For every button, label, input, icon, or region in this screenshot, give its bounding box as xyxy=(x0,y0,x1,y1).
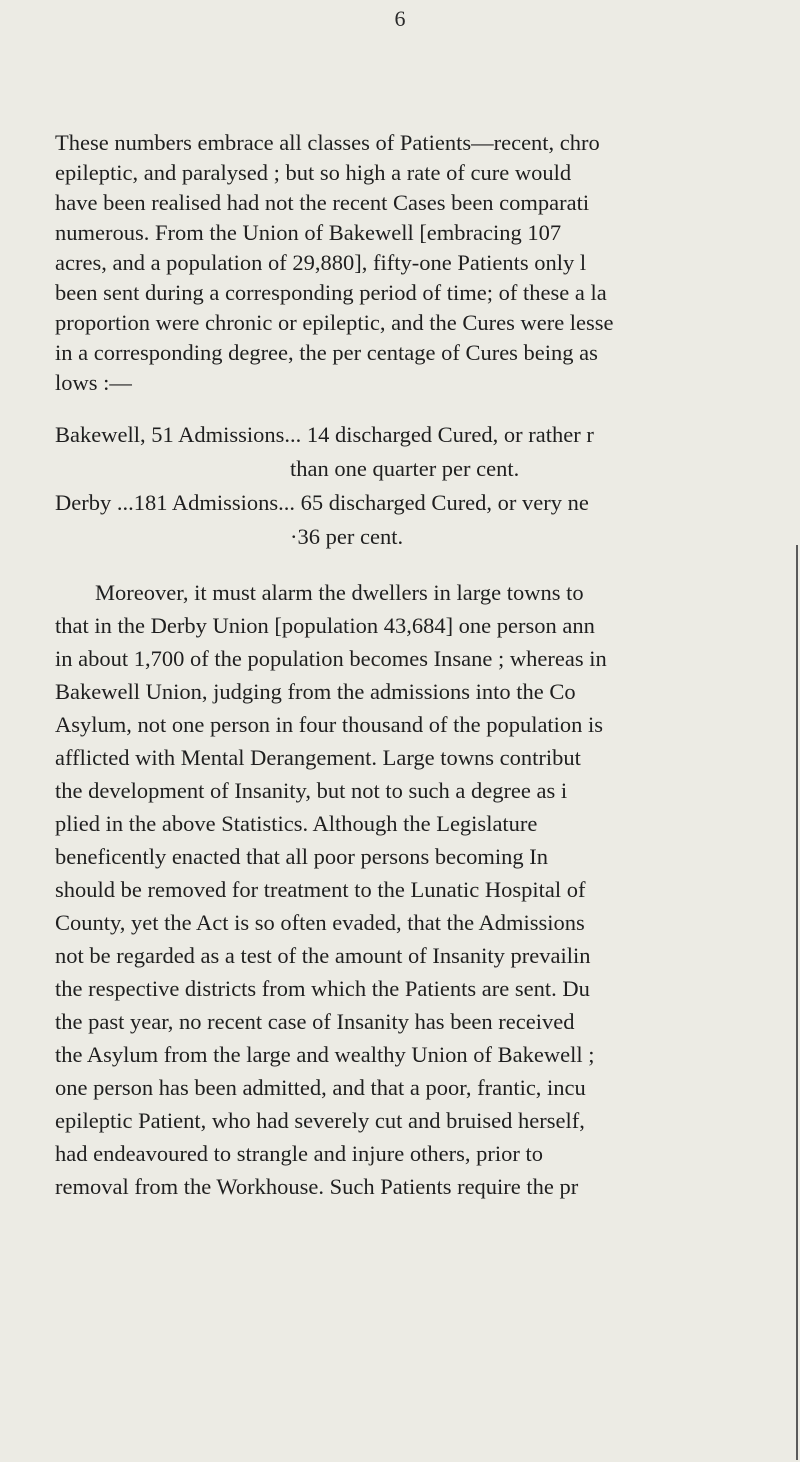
stat-line-derby-cont: ·36 per cent. xyxy=(290,524,404,549)
text-line: have been realised had not the recent Cases been comparati xyxy=(55,190,590,215)
text-line: Bakewell Union, judging from the admissions into the Co xyxy=(55,679,576,704)
text-line: These numbers embrace all classes of Patients—recent, chro xyxy=(55,130,600,155)
text-line: in about 1,700 of the population becomes Insane ; whereas in xyxy=(55,646,607,671)
text-line: epileptic Patient, who had severely cut and bruised herself, xyxy=(55,1108,585,1133)
text-line: afflicted with Mental Derangement. Large towns contribut xyxy=(55,745,581,770)
text-line: numerous. From the Union of Bakewell [embracing 107 xyxy=(55,220,562,245)
stat-line-bakewell-cont: than one quarter per cent. xyxy=(290,456,520,481)
text-line: acres, and a population of 29,880], fifty-one Patients only l xyxy=(55,250,587,275)
text-line: epileptic, and paralysed ; but so high a rate of cure would xyxy=(55,160,572,185)
text-line: the Asylum from the large and wealthy Union of Bakewell ; xyxy=(55,1042,595,1067)
text-line: the respective districts from which the Patients are sent. Du xyxy=(55,976,590,1001)
page-edge-shadow xyxy=(796,545,798,1460)
text-line: the past year, no recent case of Insanity has been received xyxy=(55,1009,575,1034)
page-number: 6 xyxy=(394,6,406,31)
stat-line-bakewell: Bakewell, 51 Admissions... 14 discharged Cured, or rather r xyxy=(55,422,594,447)
text-line: beneficently enacted that all poor persons becoming In xyxy=(55,844,548,869)
text-line: lows :— xyxy=(55,370,132,395)
text-line: one person has been admitted, and that a poor, frantic, incu xyxy=(55,1075,586,1100)
text-line: not be regarded as a test of the amount of Insanity prevailin xyxy=(55,943,591,968)
text-line: had endeavoured to strangle and injure others, prior to xyxy=(55,1141,543,1166)
text-line: Moreover, it must alarm the dwellers in large towns to xyxy=(95,580,584,605)
text-line: Asylum, not one person in four thousand of the population is xyxy=(55,712,604,737)
text-line: removal from the Workhouse. Such Patients require the pr xyxy=(55,1174,579,1199)
text-line: County, yet the Act is so often evaded, that the Admissions xyxy=(55,910,585,935)
text-line: the development of Insanity, but not to such a degree as i xyxy=(55,778,568,803)
text-line: in a corresponding degree, the per centage of Cures being as xyxy=(55,340,598,365)
stat-line-derby: Derby ...181 Admissions... 65 discharged Cured, or very ne xyxy=(55,490,589,515)
text-line: plied in the above Statistics. Although the Legislature xyxy=(55,811,538,836)
text-line: been sent during a corresponding period of time; of these a la xyxy=(55,280,607,305)
text-line: should be removed for treatment to the Lunatic Hospital of xyxy=(55,877,586,902)
text-line: proportion were chronic or epileptic, and the Cures were lesse xyxy=(55,310,614,335)
text-line: that in the Derby Union [population 43,684] one person ann xyxy=(55,613,595,638)
